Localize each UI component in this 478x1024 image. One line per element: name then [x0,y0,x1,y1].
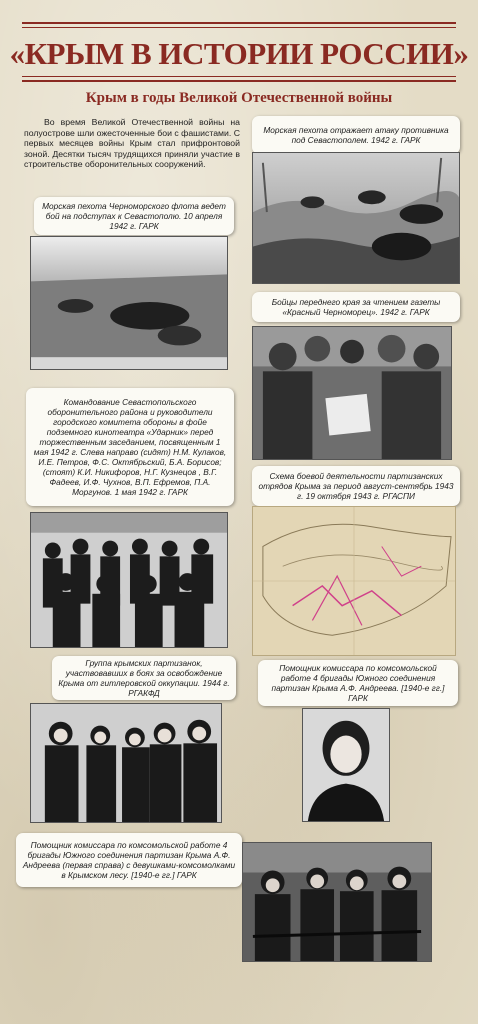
top-rule [22,22,456,24]
bottom-rule-thin [22,76,456,77]
caption-partisan-map: Схема боевой деятельности партизанских отрядов Крыма за период август-сентябрь 1943 г. 19 октября 1943 г. РГАСПИ [252,466,460,506]
photo-women-partisans [30,703,222,823]
photo-commissar-with-girls [242,842,432,962]
photo-commissar-assistant [302,708,390,822]
intro-paragraph: Во время Великой Отечественной войны на полуострове шли ожесточенные бои с фашистами. С первых месяцев войны Крым стал прифронтовой зоной. Десятки тысяч трудящихся приняли участие в строительстве оборонительных сооружений. [24,117,240,170]
caption-command-meeting: Командование Севастопольского оборонительного района и руководители городского комитета обороны в фойе подземного кинотеатра «Ударник» перед торжественным заседанием, посвященным 1 мая 1942 г. Слева направо (сидят) Н.М. Кулаков, И.Е. Петров, Ф.С. Октябрьский, Б.А. Борисов; (стоят) К.И. Никифоров, Н.Г. Кузнецов , В.Г. Фадеев, И.Ф. Чухнов, В.П. Ефремов, П.А. Моргунов. 1 мая 1942 г. ГАРК [26,388,234,506]
top-rule-thin [22,27,456,28]
photo-soldiers-newspaper [252,326,452,460]
caption-soldiers-newspaper: Бойцы переднего края за чтением газеты «Красный Черноморец». 1942 г. ГАРК [252,292,460,322]
caption-marines-attack: Морская пехота отражает атаку противника под Севастополем. 1942 г. ГАРК [252,116,460,154]
photo-marines-attack [252,152,460,284]
caption-marines-approaches: Морская пехота Черноморского флота ведет бой на подступах к Севастополю. 10 апреля 1942 г. ГАРК [34,197,234,235]
page-subtitle: Крым в годы Великой Отечественной войны [85,90,393,106]
caption-commissar-assistant: Помощник комиссара по комсомольской работе 4 бригады Южного соединения партизан Крыма А.Ф. Андреева. [1940-е гг.] ГАРК [258,660,458,706]
partisan-map [252,506,456,656]
photo-command-meeting [30,512,228,648]
page-title: «КРЫМ В ИСТОРИИ РОССИИ» [9,36,469,71]
bottom-rule [22,80,456,82]
caption-commissar-with-girls: Помощник комиссара по комсомольской работе 4 бригады Южного соединения партизан Крыма А.Ф. Андреева (первая справа) с девушками-комсомолками в Крымском лесу. [1940-е гг.] ГАРК [16,833,242,887]
caption-women-partisans: Группа крымских партизанок, участвовавших в боях за освобождение Крыма от гитлеровской оккупации. 1944 г. РГАКФД [52,656,236,700]
photo-marines-approaches [30,236,228,370]
